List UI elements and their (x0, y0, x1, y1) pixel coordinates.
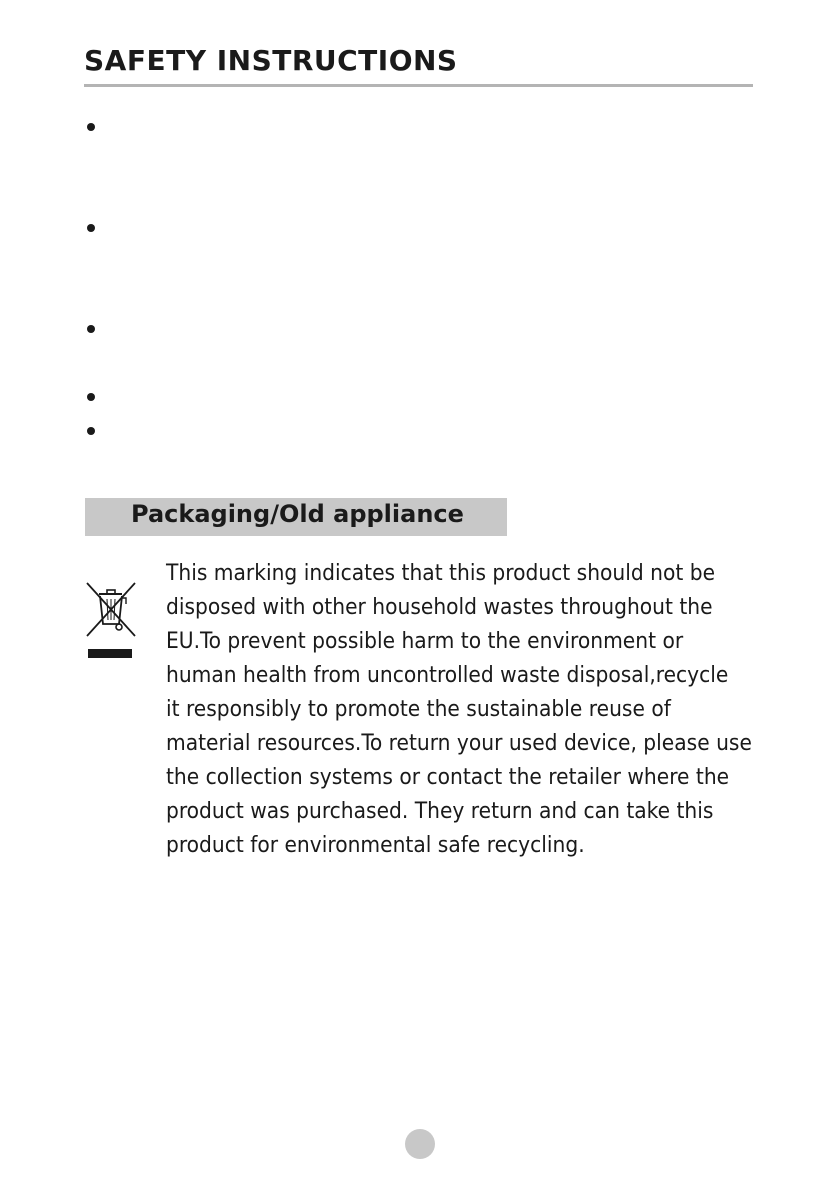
title-divider (84, 84, 753, 87)
bullet-point (87, 123, 95, 131)
notice-line: material resources.To return your used device, please use (166, 730, 752, 756)
page-title: SAFETY INSTRUCTIONS (84, 44, 458, 77)
notice-line: EU.To prevent possible harm to the environment or (166, 628, 684, 654)
weee-notice-paragraph (166, 556, 806, 862)
notice-line: human health from uncontrolled waste disposal,recycle (166, 662, 729, 688)
notice-line: the collection systems or contact the retailer where the (166, 764, 730, 790)
notice-line: product was purchased. They return and can take this (166, 798, 714, 824)
bullet-point (87, 224, 95, 232)
bullet-point (87, 325, 95, 333)
crossed-out-wheelie-bin-icon (84, 580, 138, 660)
notice-line: disposed with other household wastes throughout the (166, 594, 713, 620)
notice-line: product for environmental safe recycling. (166, 832, 585, 858)
page-number-badge (405, 1129, 435, 1159)
notice-line: it responsibly to promote the sustainable reuse of (166, 696, 671, 722)
bullet-point (87, 393, 95, 401)
notice-line: This marking indicates that this product should not be (166, 560, 716, 586)
section-banner (85, 498, 507, 536)
bullet-point (87, 427, 95, 435)
section-title: Packaging/Old appliance (131, 500, 464, 528)
